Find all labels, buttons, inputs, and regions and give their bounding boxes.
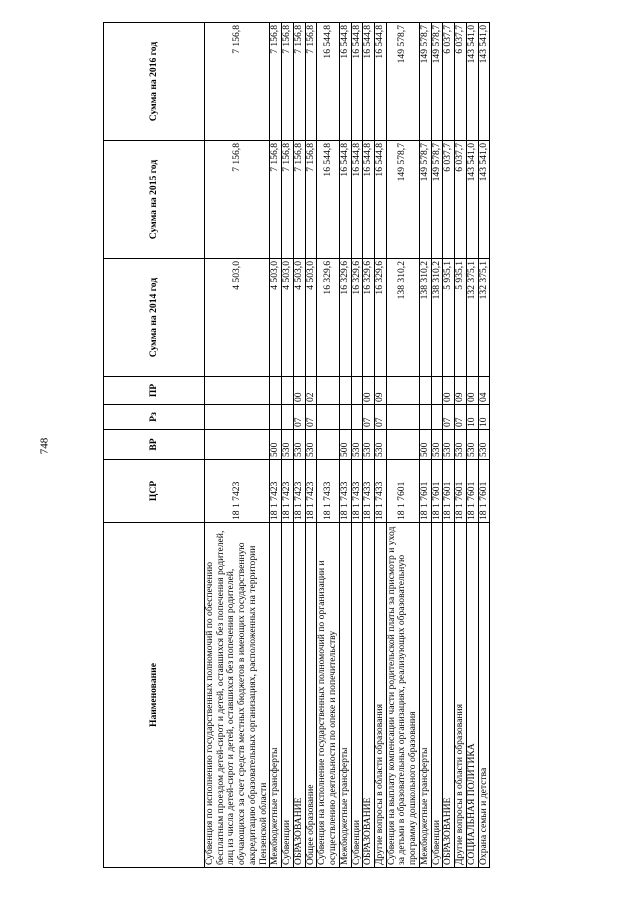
cell-csr: 18 1 7601 [431,460,443,523]
cell-sum-2016: 149 578,7 [431,23,443,141]
table-body [205,23,490,868]
cell-sum-2016: 6 037,7 [455,23,467,141]
cell-pr: 02 [305,377,317,405]
cell-sum-2014: 5 935,1 [443,259,455,377]
cell-csr: 18 1 7433 [351,460,363,523]
table-row [455,23,467,868]
cell-rz: 07 [443,405,455,430]
cell-rz [339,405,351,430]
cell-sum-2016: 143 541,0 [466,23,478,141]
cell-vr: 530 [431,430,443,460]
cell-name: СОЦИАЛЬНАЯ ПОЛИТИКА [466,523,478,868]
cell-pr [431,377,443,405]
cell-pr [317,377,339,405]
cell-sum-2014: 5 935,1 [455,259,467,377]
cell-sum-2015: 16 544,8 [351,141,363,259]
cell-csr: 18 1 7601 [478,460,490,523]
cell-name: Субвенции [431,523,443,868]
cell-name: Межбюджетные трансферты [339,523,351,868]
cell-sum-2016: 7 156,8 [282,23,294,141]
cell-vr: 500 [270,430,282,460]
cell-name: ОБРАЗОВАНИЕ [363,523,375,868]
cell-rz: 07 [375,405,387,430]
cell-csr: 18 1 7423 [282,460,294,523]
cell-sum-2015: 6 037,7 [443,141,455,259]
cell-pr [282,377,294,405]
cell-csr: 18 1 7601 [443,460,455,523]
header-rz: Рз [104,405,205,430]
cell-rz [270,405,282,430]
table-row [466,23,478,868]
cell-csr: 18 1 7601 [466,460,478,523]
cell-rz: 07 [455,405,467,430]
cell-name: Другие вопросы в области образования [455,523,467,868]
cell-sum-2016: 16 544,8 [375,23,387,141]
cell-vr: 530 [351,430,363,460]
cell-rz [282,405,294,430]
cell-name: Другие вопросы в области образования [375,523,387,868]
cell-sum-2015: 6 037,7 [455,141,467,259]
cell-vr: 500 [419,430,431,460]
cell-vr: 500 [339,430,351,460]
cell-rz [386,405,419,430]
cell-csr: 18 1 7423 [270,460,282,523]
table-row [351,23,363,868]
cell-sum-2015: 7 156,8 [305,141,317,259]
cell-name: Субвенции [282,523,294,868]
cell-csr: 18 1 7433 [363,460,375,523]
cell-sum-2016: 16 544,8 [317,23,339,141]
header-pr: ПР [104,377,205,405]
cell-sum-2016: 149 578,7 [419,23,431,141]
cell-sum-2015: 149 578,7 [419,141,431,259]
budget-table [103,22,490,868]
cell-sum-2014: 4 503,0 [270,259,282,377]
header-sum-2015: Сумма на 2015 год [104,141,205,259]
table-row [317,23,339,868]
cell-rz [351,405,363,430]
cell-sum-2015: 16 544,8 [339,141,351,259]
cell-name: Охрана семьи и детства [478,523,490,868]
cell-rz [431,405,443,430]
cell-csr: 18 1 7433 [339,460,351,523]
table-row [419,23,431,868]
cell-sum-2016: 16 544,8 [351,23,363,141]
cell-name: Межбюджетные трансферты [270,523,282,868]
cell-name: Общее образование [305,523,317,868]
cell-rz [205,405,270,430]
cell-pr [205,377,270,405]
cell-sum-2016: 149 578,7 [386,23,419,141]
cell-name: ОБРАЗОВАНИЕ [293,523,305,868]
cell-name: Субвенция по исполнению государственных полномочий по обеспечению бесплатным проездом детей-сирот и детей, оставшихся без попечения родителей, лиц из числа детей-сирот и детей, оставшихся без попечения родителей, обучающихся за счет средств местных бюджетов в имеющих государственную аккредитацию образовательных организациях, расположенных на территории Пензенской области [205,523,270,868]
cell-pr: 09 [375,377,387,405]
cell-rz: 10 [466,405,478,430]
cell-sum-2015: 16 544,8 [375,141,387,259]
cell-sum-2015: 143 541,0 [466,141,478,259]
table-row [293,23,305,868]
cell-pr: 00 [466,377,478,405]
page-number: 748 [38,437,51,455]
table-row [478,23,490,868]
table-row [339,23,351,868]
cell-name: Субвенция на исполнение государственных полномочий по организации и осуществлению деятельности по опеке и попечительству [317,523,339,868]
cell-sum-2015: 7 156,8 [293,141,305,259]
cell-sum-2014: 4 503,0 [205,259,270,377]
cell-rz: 07 [305,405,317,430]
cell-csr: 18 1 7433 [375,460,387,523]
table-row [205,23,270,868]
cell-sum-2016: 143 541,0 [478,23,490,141]
cell-sum-2016: 6 037,7 [443,23,455,141]
cell-csr: 18 1 7423 [205,460,270,523]
cell-sum-2014: 16 329,6 [363,259,375,377]
cell-pr: 00 [443,377,455,405]
cell-vr: 530 [455,430,467,460]
cell-vr: 530 [466,430,478,460]
cell-sum-2015: 16 544,8 [363,141,375,259]
cell-vr: 530 [478,430,490,460]
cell-pr: 00 [363,377,375,405]
cell-csr: 18 1 7601 [386,460,419,523]
table-row [386,23,419,868]
table-row [443,23,455,868]
cell-csr: 18 1 7433 [317,460,339,523]
cell-vr: 530 [443,430,455,460]
cell-name: Субвенция на выплату компенсации части родительской платы за присмотр и уход за детьми в образовательных организациях, реализующих образовательную программу дошкольного образования [386,523,419,868]
cell-name: Субвенции [351,523,363,868]
cell-sum-2014: 4 503,0 [293,259,305,377]
cell-sum-2016: 7 156,8 [205,23,270,141]
cell-vr: 530 [293,430,305,460]
cell-vr [386,430,419,460]
cell-sum-2014: 4 503,0 [282,259,294,377]
cell-sum-2014: 138 310,2 [386,259,419,377]
header-csr: ЦСР [104,460,205,523]
cell-sum-2014: 16 329,6 [375,259,387,377]
cell-pr: 09 [455,377,467,405]
cell-sum-2014: 16 329,6 [339,259,351,377]
cell-sum-2015: 7 156,8 [270,141,282,259]
cell-sum-2016: 7 156,8 [270,23,282,141]
cell-rz [317,405,339,430]
table-row [375,23,387,868]
cell-sum-2014: 138 310,2 [419,259,431,377]
cell-sum-2015: 149 578,7 [431,141,443,259]
cell-pr [270,377,282,405]
cell-sum-2016: 7 156,8 [293,23,305,141]
table-header-row [104,23,205,868]
cell-sum-2015: 7 156,8 [205,141,270,259]
cell-name: ОБРАЗОВАНИЕ [443,523,455,868]
header-name: Наименование [104,523,205,868]
cell-sum-2014: 138 310,2 [431,259,443,377]
cell-rz: 07 [293,405,305,430]
header-vr: ВР [104,430,205,460]
cell-csr: 18 1 7601 [455,460,467,523]
table-row [270,23,282,868]
cell-sum-2014: 16 329,6 [317,259,339,377]
cell-sum-2016: 7 156,8 [305,23,317,141]
cell-sum-2016: 16 544,8 [363,23,375,141]
cell-vr [205,430,270,460]
cell-sum-2015: 149 578,7 [386,141,419,259]
cell-sum-2014: 132 375,1 [478,259,490,377]
cell-sum-2015: 143 541,0 [478,141,490,259]
cell-rz [419,405,431,430]
cell-pr: 00 [293,377,305,405]
cell-rz: 07 [363,405,375,430]
header-sum-2014: Сумма на 2014 год [104,259,205,377]
cell-pr [339,377,351,405]
cell-pr [419,377,431,405]
cell-name: Межбюджетные трансферты [419,523,431,868]
table-row [282,23,294,868]
cell-pr [386,377,419,405]
cell-sum-2015: 16 544,8 [317,141,339,259]
table-row [305,23,317,868]
cell-csr: 18 1 7423 [305,460,317,523]
cell-vr: 530 [305,430,317,460]
cell-csr: 18 1 7423 [293,460,305,523]
cell-csr: 18 1 7601 [419,460,431,523]
table-row [363,23,375,868]
rotated-page-content [103,23,536,868]
header-sum-2016: Сумма на 2016 год [104,23,205,141]
cell-pr: 04 [478,377,490,405]
cell-vr: 530 [375,430,387,460]
cell-pr [351,377,363,405]
cell-sum-2014: 16 329,6 [351,259,363,377]
cell-sum-2014: 132 375,1 [466,259,478,377]
cell-sum-2015: 7 156,8 [282,141,294,259]
table-row [431,23,443,868]
cell-vr: 530 [363,430,375,460]
cell-sum-2016: 16 544,8 [339,23,351,141]
cell-vr: 530 [282,430,294,460]
cell-vr [317,430,339,460]
cell-rz: 10 [478,405,490,430]
cell-sum-2014: 4 503,0 [305,259,317,377]
